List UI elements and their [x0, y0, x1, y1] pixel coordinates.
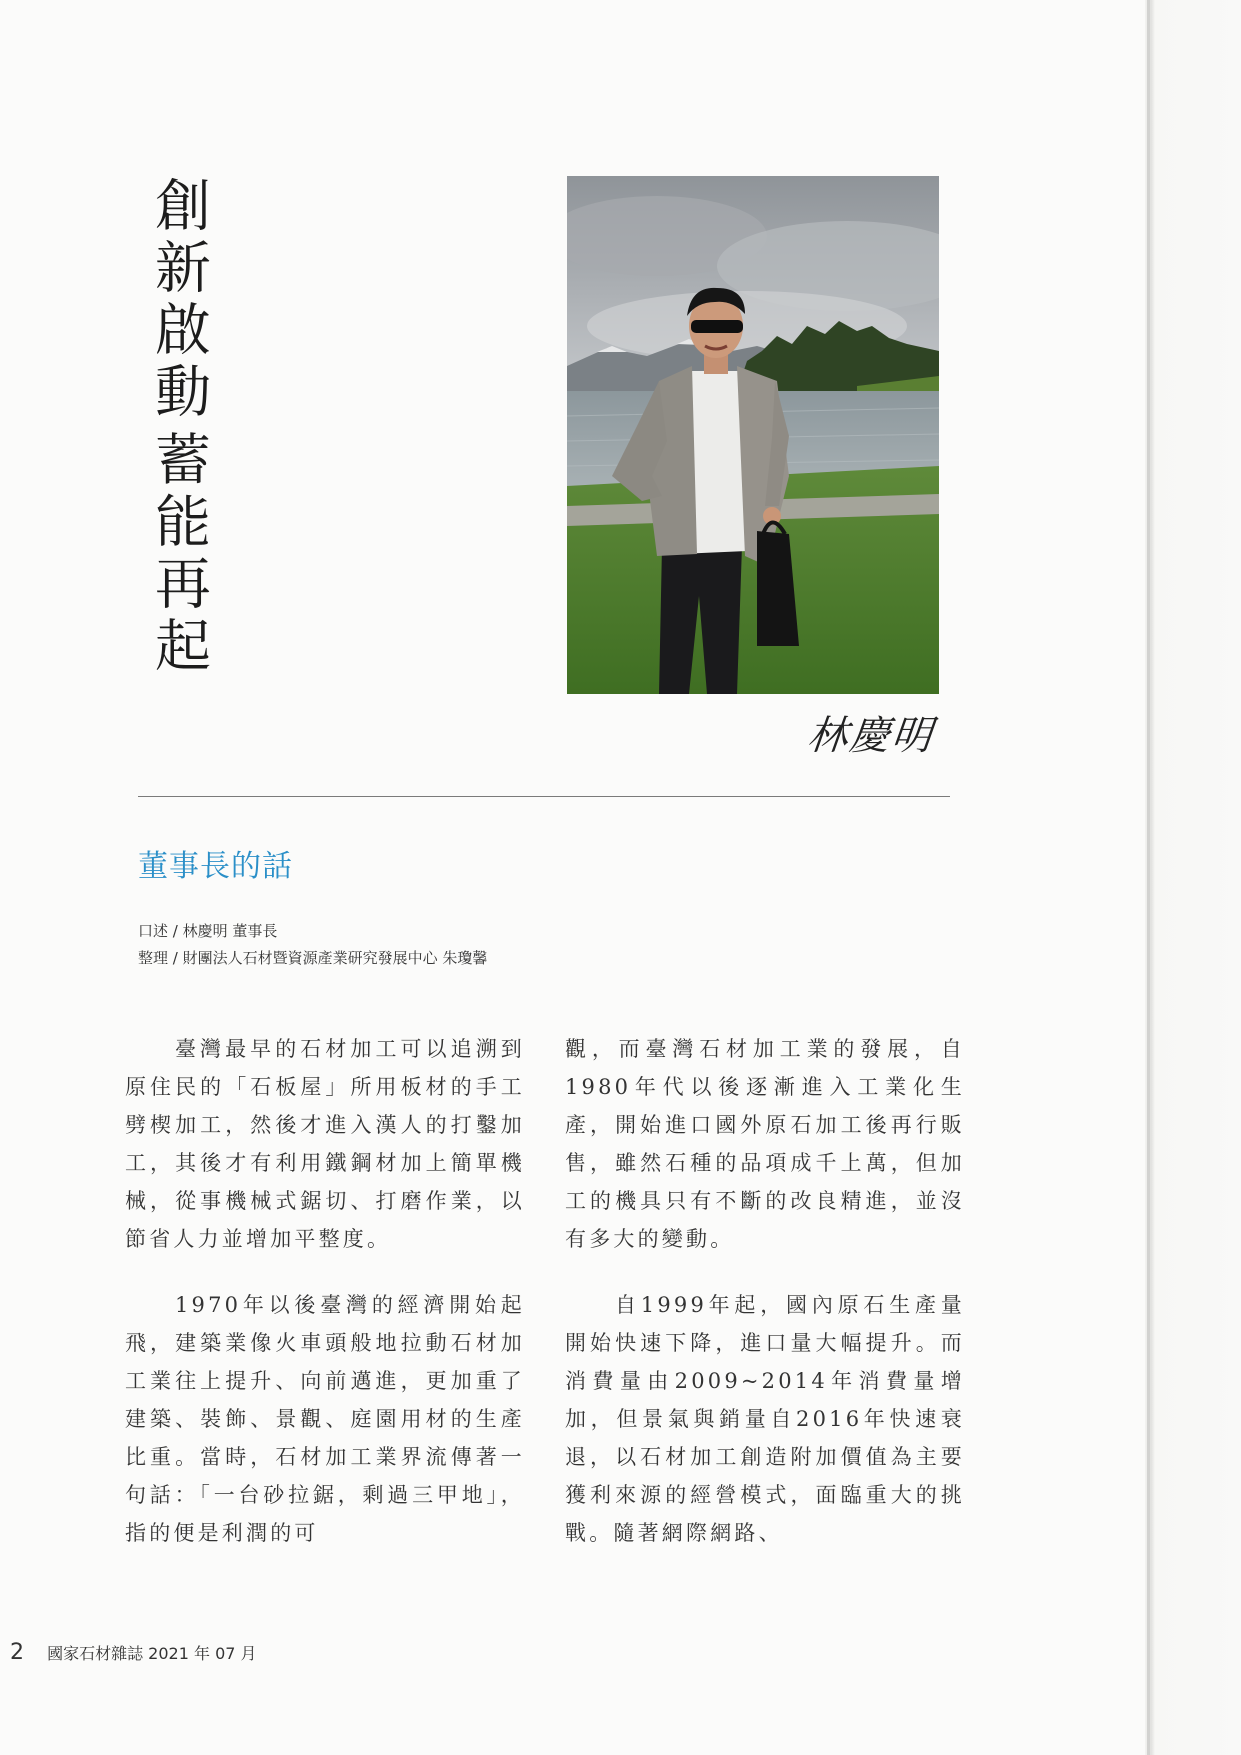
page-edge — [1145, 0, 1241, 1755]
paragraph-3: 觀，而臺灣石材加工業的發展，自1980年代以後逐漸進入工業化生產，開始進口國外原石加工後再行販售，雖然石種的品項成千上萬，但加工的機具只有不斷的改良精進，並沒有多大的變動。 — [565, 1037, 965, 1251]
credit-compiled: 整理 / 財團法人石材暨資源產業研究發展中心 朱瓊馨 — [138, 949, 488, 967]
magazine-issue: 國家石材雜誌 2021 年 07 月 — [47, 1644, 257, 1663]
divider — [138, 796, 950, 797]
page-number: 2 — [10, 1640, 24, 1665]
section-title: 董事長的話 — [138, 849, 293, 884]
paragraph-4: 自1999年起，國內原石生產量開始快速下降，進口量大幅提升。而消費量由2009~2014年消費量增加，但景氣與銷量自2016年快速衰退，以石材加工創造附加價值為主要獲利來源的經營模式，面臨重大的挑戰。隨著網際網路、 — [565, 1293, 965, 1545]
credits — [138, 918, 487, 972]
credit-narration: 口述 / 林慶明 董事長 — [138, 922, 278, 940]
title-line-2: 蓄能再起 — [146, 430, 211, 678]
title-line-1: 創新啟動 — [146, 176, 211, 424]
signature: 林慶明 — [805, 713, 937, 759]
paragraph-2: 1970年以後臺灣的經濟開始起飛，建築業像火車頭般地拉動石材加工業往上提升、向前邁進，更加重了建築、裝飾、景觀、庭園用材的生產比重。當時，石材加工業界流傳著一句話：「一台砂拉鋸，剩過三甲地」，指的便是利潤的可 — [125, 1293, 525, 1545]
portrait-photo — [567, 176, 939, 694]
footer — [10, 1640, 257, 1665]
paragraph-1: 臺灣最早的石材加工可以追溯到原住民的「石板屋」所用板材的手工劈楔加工，然後才進入漢人的打鑿加工，其後才有利用鐵鋼材加上簡單機械，從事機械式鋸切、打磨作業，以節省人力並增加平整度。 — [125, 1037, 525, 1251]
